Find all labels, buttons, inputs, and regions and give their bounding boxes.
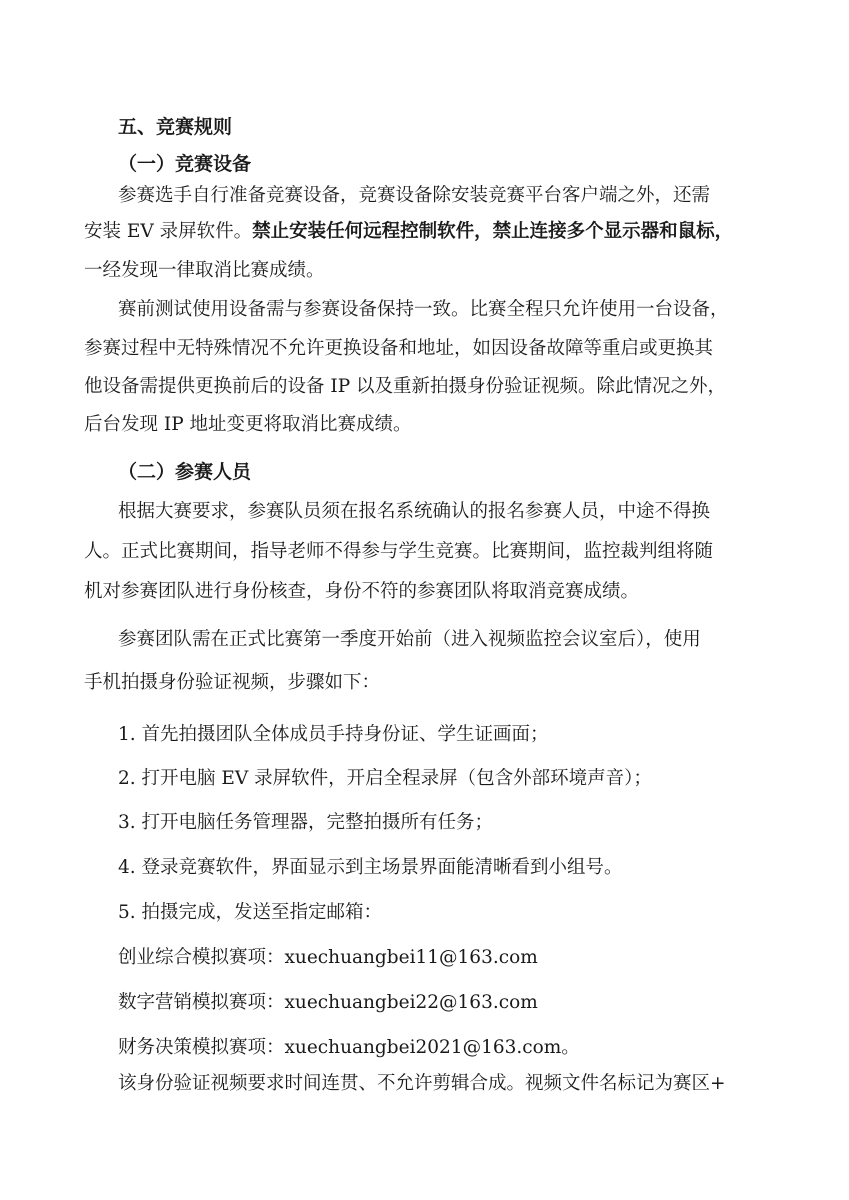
paragraph-line: 后台发现 IP 地址变更将取消比赛成绩。: [84, 414, 412, 435]
paragraph-line: 根据大赛要求，参赛队员须在报名系统确认的报名参赛人员，中途不得换: [118, 501, 711, 522]
email-entry: 创业综合模拟赛项：xuechuangbei11@163.com: [118, 947, 538, 968]
email-entry: 财务决策模拟赛项：xuechuangbei2021@163.com。: [118, 1037, 580, 1058]
step-item: 4. 登录竞赛软件，界面显示到主场景界面能清晰看到小组号。: [118, 857, 623, 878]
step-item: 3. 打开电脑任务管理器，完整拍摄所有任务；: [118, 812, 494, 833]
step-item: 1. 首先拍摄团队全体成员手持身份证、学生证画面；: [118, 724, 549, 745]
paragraph-line: 一经发现一律取消比赛成绩。: [84, 260, 325, 281]
paragraph-line: 手机拍摄身份验证视频，步骤如下：: [84, 672, 381, 693]
paragraph-text: 安装 EV 录屏软件。: [84, 221, 253, 242]
subsection-title-equipment: （一）竞赛设备: [118, 153, 252, 175]
section-title: 五、竞赛规则: [118, 116, 233, 138]
paragraph-line: 人。正式比赛期间，指导老师不得参与学生竞赛。比赛期间，监控裁判组将随: [84, 541, 714, 562]
paragraph-line: 参赛团队需在正式比赛第一季度开始前（进入视频监控会议室后），使用: [118, 629, 701, 650]
paragraph-line: [84, 219, 733, 245]
emphasis-text: 禁止安装任何远程控制软件，禁止连接多个显示器和鼠标，: [252, 221, 734, 242]
paragraph-line: 机对参赛团队进行身份核查，身份不符的参赛团队将取消竞赛成绩。: [84, 581, 640, 602]
paragraph-line: 赛前测试使用设备需与参赛设备保持一致。比赛全程只允许使用一台设备，: [118, 299, 729, 320]
email-entry: 数字营销模拟赛项：xuechuangbei22@163.com: [118, 992, 538, 1013]
paragraph-line: 参赛过程中无特殊情况不允许更换设备和地址，如因设备故障等重启或更换其: [84, 338, 714, 359]
step-item: 5. 拍摄完成，发送至指定邮箱：: [118, 902, 383, 923]
subsection-title-participants: （二）参赛人员: [118, 461, 252, 483]
paragraph-line: 参赛选手自行准备竞赛设备，竞赛设备除安装竞赛平台客户端之外，还需: [118, 185, 711, 206]
step-item: 2. 打开电脑 EV 录屏软件，开启全程录屏（包含外部环境声音）；: [118, 768, 652, 789]
paragraph-line: 该身份验证视频要求时间连贯、不允许剪辑合成。视频文件名标记为赛区+: [118, 1073, 726, 1094]
paragraph-line: 他设备需提供更换前后的设备 IP 以及重新拍摄身份验证视频。除此情况之外，: [84, 376, 727, 397]
